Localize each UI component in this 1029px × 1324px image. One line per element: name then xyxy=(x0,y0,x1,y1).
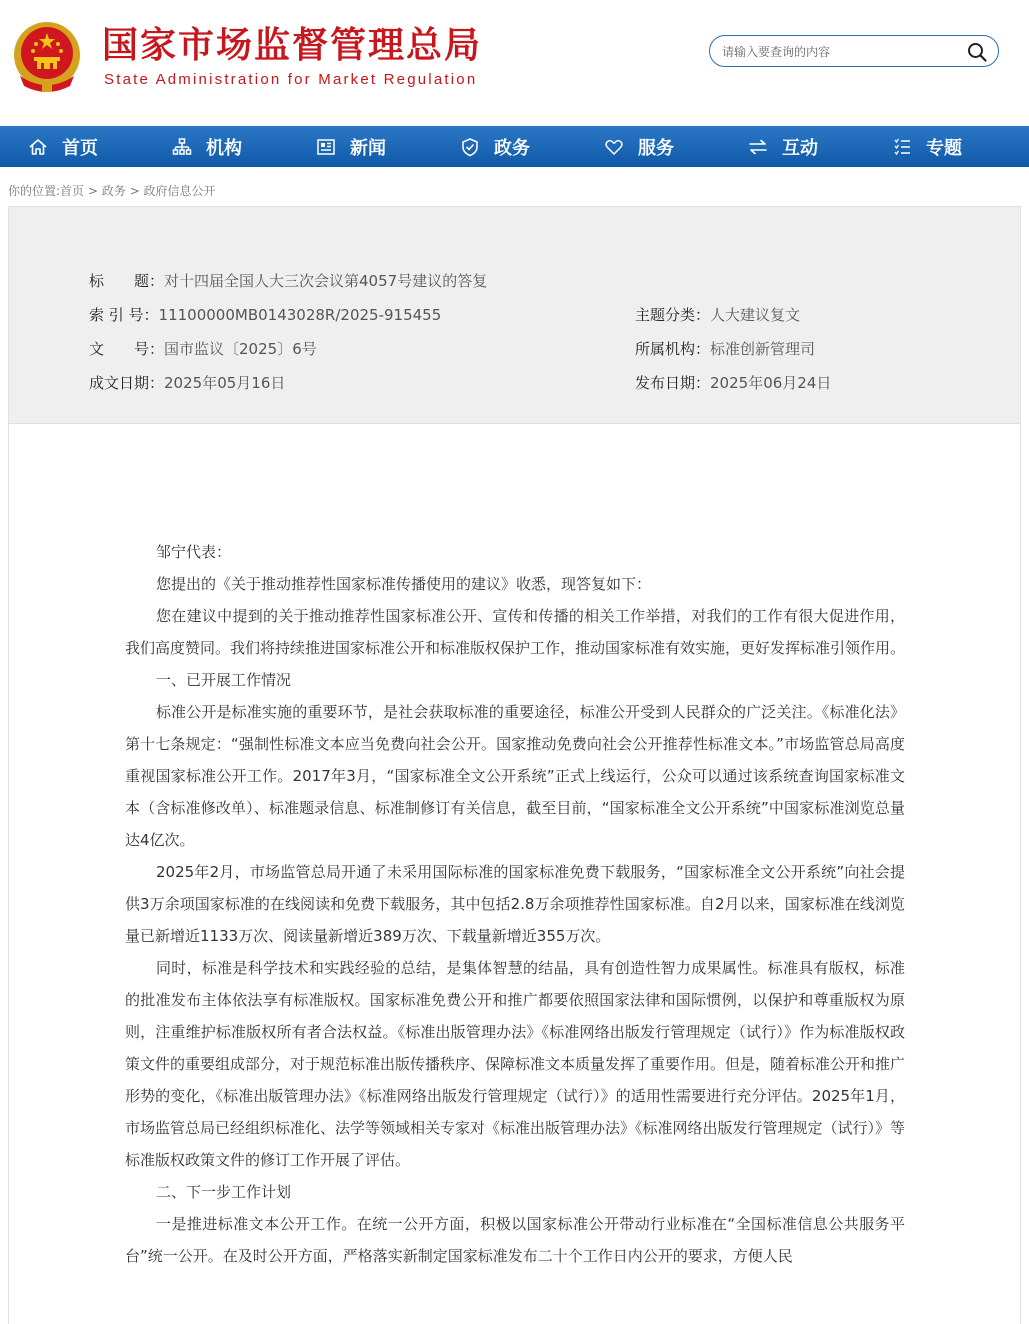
meta-pub-value: 2025年06月24日 xyxy=(710,374,832,392)
breadcrumb-link-gov[interactable]: 政务 xyxy=(101,184,126,198)
meta-topic-value: 人大建议复文 xyxy=(710,306,801,324)
nav-label: 首页 xyxy=(62,137,98,159)
article-heading: 二、下一步工作计划 xyxy=(156,1183,292,1201)
nav-item-org[interactable] xyxy=(144,126,288,167)
meta-pub-label: 发布日期： xyxy=(635,374,711,392)
meta-pub-row xyxy=(635,373,831,393)
meta-docno-label: 文 号： xyxy=(89,340,165,358)
meta-docno-row xyxy=(89,339,317,359)
breadcrumb-link-home[interactable]: 首页 xyxy=(60,184,85,198)
nav-label: 专题 xyxy=(926,137,962,159)
article-paragraph: 2025年2月，市场监管总局开通了未采用国际标准的国家标准免费下载服务，“国家标准全文公开系统”向社会提供3万余项国家标准的在线阅读和免费下载服务，其中包括2.8万余项推荐性国家标准。自2月以来，国家标准在线浏览量已新增近1133万次、阅读量新增近389万次、下载量新增近355万次。 xyxy=(125,863,905,945)
meta-index-row xyxy=(89,305,441,325)
meta-title-row xyxy=(89,271,487,291)
article-body xyxy=(125,536,905,1272)
search-input[interactable] xyxy=(720,40,959,64)
breadcrumb-separator: > xyxy=(125,184,144,198)
meta-docno-value: 国市监议〔2025〕6号 xyxy=(164,340,317,358)
site-title[interactable]: 国家市场监督管理总局 xyxy=(102,25,483,66)
meta-index-label: 索 引 号： xyxy=(89,306,159,324)
nav-label: 新闻 xyxy=(350,137,386,159)
breadcrumb-link-info[interactable]: 政府信息公开 xyxy=(143,184,216,198)
nav-label: 机构 xyxy=(206,137,242,159)
meta-date-value: 2025年05月16日 xyxy=(164,374,286,392)
main-nav xyxy=(0,126,1029,167)
meta-topic-label: 主题分类： xyxy=(635,306,711,324)
article-heading: 一、已开展工作情况 xyxy=(156,671,292,689)
document-metadata xyxy=(8,206,1021,424)
nav-item-news[interactable] xyxy=(288,126,432,167)
meta-date-row xyxy=(89,373,285,393)
search-icon[interactable] xyxy=(966,41,988,63)
nav-label: 服务 xyxy=(638,137,674,159)
nav-label: 互动 xyxy=(782,137,818,159)
site-header xyxy=(0,0,1029,126)
meta-org-value: 标准创新管理司 xyxy=(710,340,816,358)
nav-item-service[interactable] xyxy=(576,126,720,167)
home-icon xyxy=(28,137,48,157)
meta-title-label: 标 题： xyxy=(89,272,165,290)
article-paragraph: 您在建议中提到的关于推动推荐性国家标准公开、宣传和传播的相关工作举措，对我们的工作有很大促进作用，我们高度赞同。我们将持续推进国家标准公开和标准版权保护工作，推动国家标准有效实施，更好发挥标准引领作用。 xyxy=(125,607,906,657)
arrows-icon xyxy=(748,137,768,157)
topic-list-icon xyxy=(892,137,912,157)
article-paragraph: 标准公开是标准实施的重要环节，是社会获取标准的重要途径，标准公开受到人民群众的广泛关注。《标准化法》第十七条规定：“强制性标准文本应当免费向社会公开。国家推动免费向社会公开推荐性标准文本。”市场监管总局高度重视国家标准公开工作。2017年3月，“国家标准全文公开系统”正式上线运行，公众可以通过该系统查询国家标准文本（含标准修改单）、标准题录信息、标准制修订有关信息，截至目前，“国家标准全文公开系统”中国家标准浏览总量达4亿次。 xyxy=(125,703,905,849)
nav-item-topic[interactable] xyxy=(864,126,1008,167)
national-emblem-icon[interactable] xyxy=(12,20,82,94)
breadcrumb xyxy=(8,182,215,199)
meta-index-value: 11100000MB0143028R/2025-915455 xyxy=(158,306,442,324)
article-paragraph: 一是推进标准文本公开工作。在统一公开方面，积极以国家标准公开带动行业标准在“全国标准信息公共服务平台”统一公开。在及时公开方面，严格落实新制定国家标准发布二十个工作日内公开的要求，方便人民 xyxy=(125,1215,905,1265)
org-chart-icon xyxy=(172,137,192,157)
meta-date-label: 成文日期： xyxy=(89,374,165,392)
news-icon xyxy=(316,137,336,157)
search-box xyxy=(709,35,999,67)
breadcrumb-separator: > xyxy=(84,184,102,198)
nav-item-home[interactable] xyxy=(0,126,144,167)
article-salutation: 邹宁代表： xyxy=(156,543,232,561)
shield-icon xyxy=(460,137,480,157)
nav-item-gov[interactable] xyxy=(432,126,576,167)
site-subtitle: State Administration for Market Regulation xyxy=(104,71,478,88)
article-paragraph: 您提出的《关于推动推荐性国家标准传播使用的建议》收悉，现答复如下： xyxy=(156,575,652,593)
nav-label: 政务 xyxy=(494,137,530,159)
heart-icon xyxy=(604,137,624,157)
meta-title-value: 对十四届全国人大三次会议第4057号建议的答复 xyxy=(164,272,488,290)
breadcrumb-prefix: 你的位置: xyxy=(8,184,61,198)
article-paragraph: 同时，标准是科学技术和实践经验的总结，是集体智慧的结晶，具有创造性智力成果属性。标准具有版权，标准的批准发布主体依法享有标准版权。国家标准免费公开和推广都要依照国家法律和国际惯例，以保护和尊重版权为原则，注重维护标准版权所有者合法权益。《标准出版管理办法》《标准网络出版发行管理规定（试行）》作为标准版权政策文件的重要组成部分，对于规范标准出版传播秩序、保障标准文本质量发挥了重要作用。但是，随着标准公开和推广形势的变化，《标准出版管理办法》《标准网络出版发行管理规定（试行）》的适用性需要进行充分评估。2025年1月，市场监管总局已经组织标准化、法学等领域相关专家对《标准出版管理办法》《标准网络出版发行管理规定（试行）》等标准版权政策文件的修订工作开展了评估。 xyxy=(125,959,906,1169)
meta-topic-row xyxy=(635,305,800,325)
nav-item-interact[interactable] xyxy=(720,126,864,167)
meta-org-row xyxy=(635,339,815,359)
meta-org-label: 所属机构： xyxy=(635,340,711,358)
